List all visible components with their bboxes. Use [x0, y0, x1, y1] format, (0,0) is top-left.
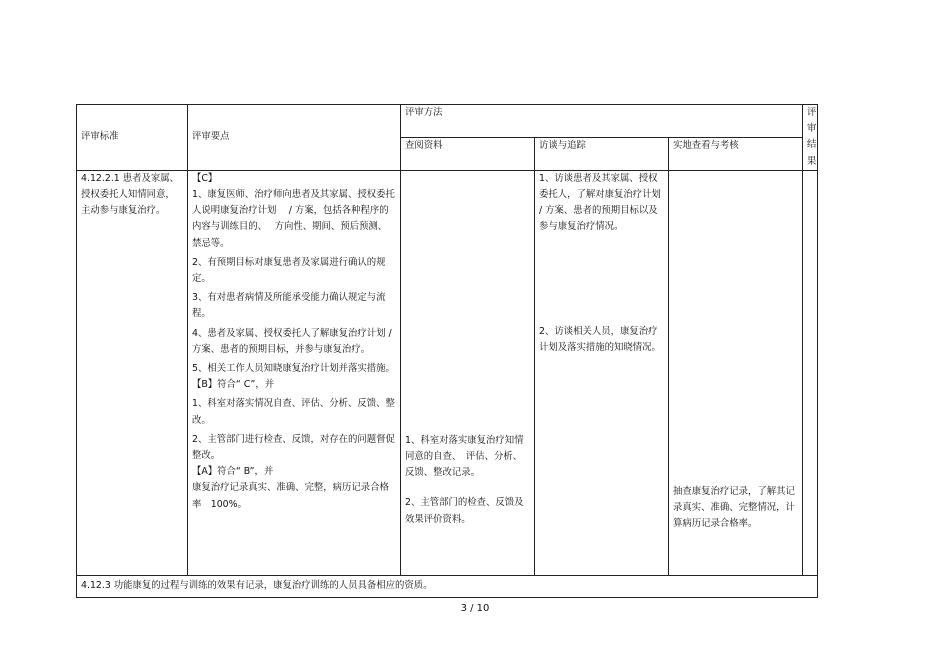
key-point-a1: 康复治疗记录真实、准确、完整，病历记录合格率 100%。 [192, 482, 389, 510]
interview-2: 2、访谈相关人员，康复治疗计划及落实措施的知晓情况。 [539, 325, 661, 353]
cell-standard [77, 170, 188, 575]
footer-standard: 4.12.3 功能康复的过程与训练的效果有记录，康复治疗训练的人员具备相应的资质。 [77, 575, 818, 597]
key-point-c5: 5、相关工作人员知晓康复治疗计划并落实措施。 [192, 363, 395, 375]
header-interview: 访谈与追踪 [535, 137, 669, 170]
cell-onsite [669, 170, 803, 575]
key-point-b1: 1、科室对落实情况自查、评估、分析、反馈、整改。 [192, 398, 395, 426]
standard-text: 4.12.2.1 患者及家属、授权委托人知情同意，主动参与康复治疗。 [81, 172, 179, 217]
cell-key-points [188, 170, 401, 575]
header-result: 评审结果 [803, 105, 818, 171]
review-doc-2: 2、主管部门的检查、反馈及效果评价资料。 [405, 497, 524, 525]
cell-interview [535, 170, 669, 575]
key-point-c2: 2、有预期目标对康复患者及家属进行确认的规定。 [192, 256, 386, 285]
key-point-b2: 2、主管部门进行检查、反馈，对存在的问题督促整改。 [192, 433, 395, 462]
header-review-docs: 查阅资料 [401, 137, 535, 170]
key-point-c1: 1、康复医师、治疗师向患者及其家属、授权委托人说明康复治疗计划 / 方案，包括各种程序的内容与训练目的、 方向性、期间、预后预测、禁忌等。 [192, 189, 395, 249]
page-number: 3 / 10 [460, 603, 490, 614]
header-onsite: 实地查看与考核 [669, 137, 803, 170]
evaluation-table [76, 104, 818, 598]
onsite-text: 抽查康复治疗记录，了解其记录真实、准确、完整情况，计算病历记录合格率。 [673, 485, 795, 530]
cell-result [803, 170, 818, 575]
cell-review-docs [401, 170, 535, 575]
key-point-c4: 4、患者及家属、授权委托人了解康复治疗计划 / 方案、患者的预期目标，并参与康复治疗。 [192, 327, 392, 355]
grade-a-heading: 【A】符合“ B”，并 [192, 466, 274, 478]
header-method: 评审方法 [401, 105, 803, 138]
grade-b-heading: 【B】符合“ C”，并 [192, 379, 275, 391]
interview-1: 1、访谈患者及其家属、授权委托人，了解对康复治疗计划 / 方案、患者的预期目标以及参与康复治疗情况。 [539, 172, 661, 233]
header-key-points: 评审要点 [188, 105, 401, 171]
header-standard: 评审标准 [77, 105, 188, 171]
grade-c-heading: 【C】 [192, 172, 218, 184]
review-doc-1: 1、科室对落实康复治疗知情同意的自查、 评估、分析、反馈、整改记录。 [405, 434, 524, 479]
key-point-c3: 3、有对患者病情及所能承受能力确认规定与流程。 [192, 292, 386, 320]
